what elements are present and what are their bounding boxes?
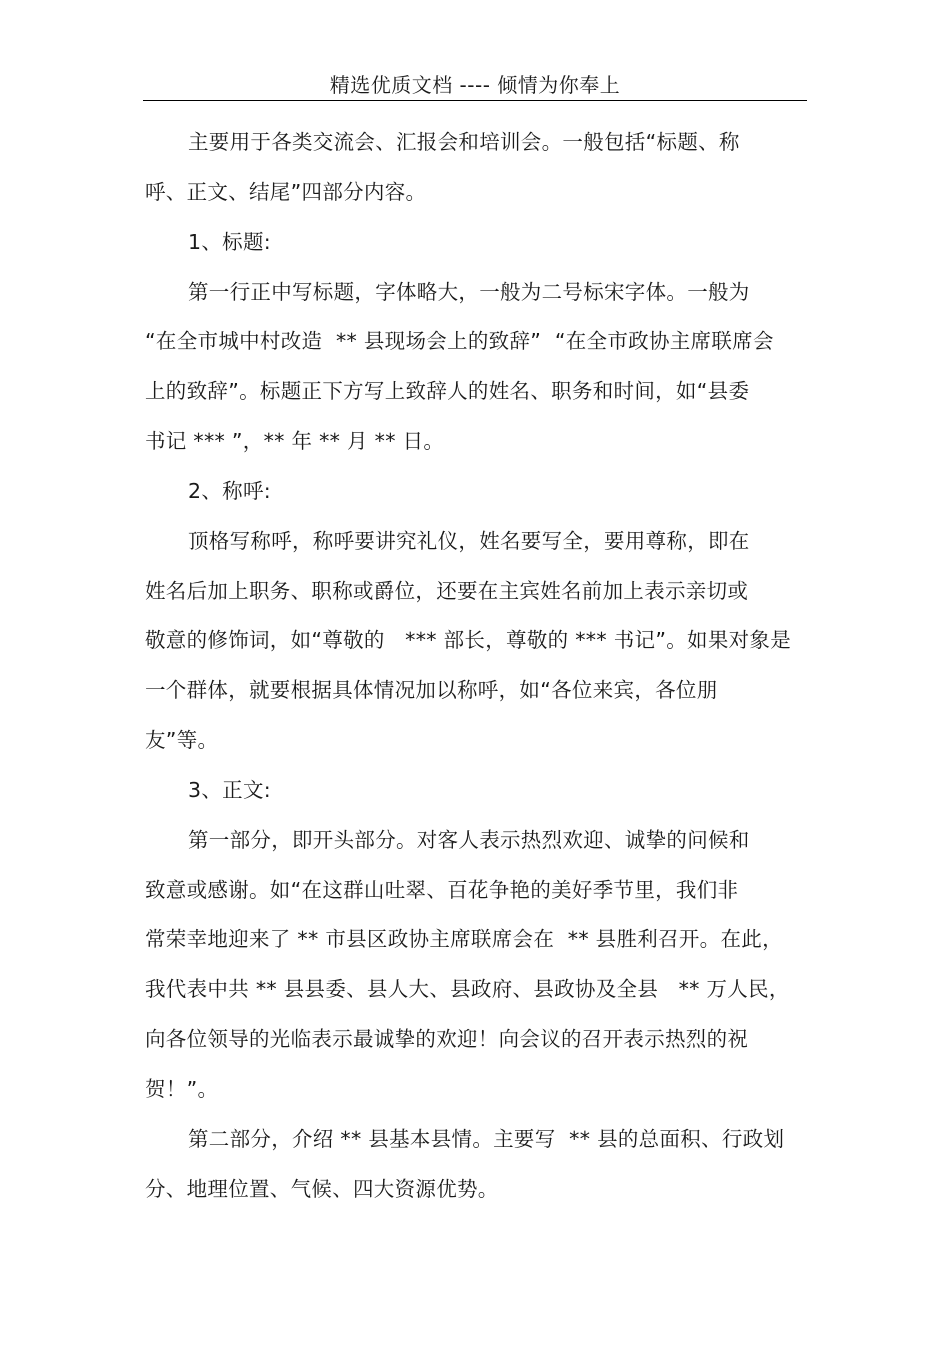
text-line: 第二部分，介绍 ** 县基本县情。主要写 ** 县的总面积、行政划: [188, 1127, 785, 1151]
text-line: 分、地理位置、气候、四大资源优势。: [145, 1177, 499, 1201]
page-header: 精选优质文档 ---- 倾情为你奉上: [329, 73, 621, 97]
text-line: 姓名后加上职务、职称或爵位，还要在主宾姓名前加上表示亲切或: [145, 579, 749, 603]
text-line: 上的致辞”。标题正下方写上致辞人的姓名、职务和时间，如“县委: [145, 379, 750, 403]
section-heading: 2、称呼:: [188, 479, 271, 503]
text-line: 一个群体，就要根据具体情况加以称呼，如“各位来宾，各位朋: [145, 678, 718, 702]
text-line: 致意或感谢。如“在这群山吐翠、百花争艳的美好季节里，我们非: [145, 878, 739, 902]
text-line: 敬意的修饰词，如“尊敬的 *** 部长，尊敬的 *** 书记”。如果对象是: [145, 628, 792, 652]
text-line: 书记 *** ”，** 年 ** 月 ** 日。: [145, 429, 445, 453]
text-line: 顶格写称呼，称呼要讲究礼仪，姓名要写全，要用尊称，即在: [188, 529, 750, 553]
section-heading: 1、标题:: [188, 230, 271, 254]
text-line: 呼、正文、结尾”四部分内容。: [145, 180, 427, 204]
text-line: 我代表中共 ** 县县委、县人大、县政府、县政协及全县 ** 万人民，: [145, 977, 790, 1001]
text-line: 友”等。: [145, 728, 219, 752]
text-line: 向各位领导的光临表示最诚挚的欢迎！向会议的召开表示热烈的祝: [145, 1027, 749, 1051]
text-line: 常荣幸地迎来了 ** 市县区政协主席联席会在 ** 县胜利召开。在此，: [145, 927, 783, 951]
text-line: “在全市城中村改造 ** 县现场会上的致辞” “在全市政协主席联席会: [145, 329, 774, 353]
text-line: 第一部分，即开头部分。对客人表示热烈欢迎、诚挚的问候和: [188, 828, 750, 852]
text-line: 主要用于各类交流会、汇报会和培训会。一般包括“标题、称: [188, 130, 740, 154]
text-line: 第一行正中写标题，字体略大，一般为二号标宋字体。一般为: [188, 280, 750, 304]
section-heading: 3、正文:: [188, 778, 271, 802]
text-line: 贺！”。: [145, 1077, 219, 1101]
header-rule: [143, 100, 807, 101]
